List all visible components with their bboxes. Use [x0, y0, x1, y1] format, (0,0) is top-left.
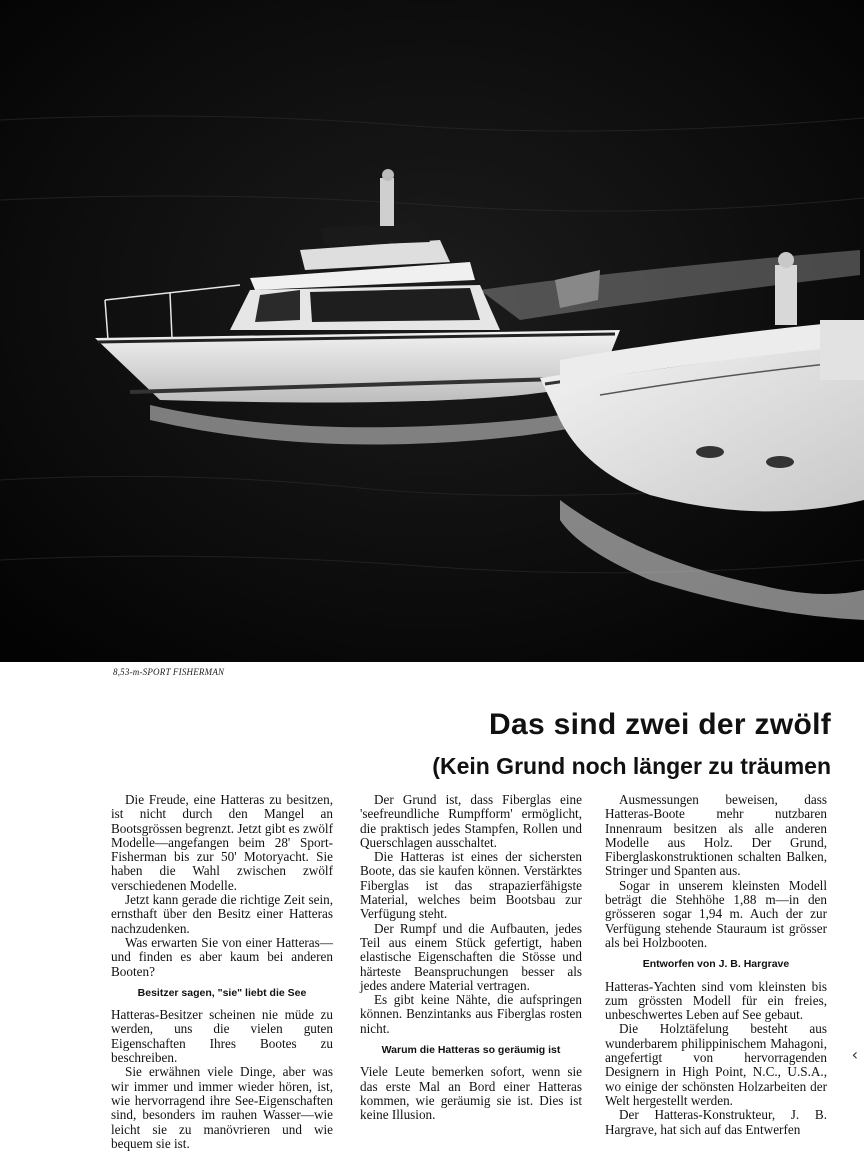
paragraph: Sogar in unserem kleinsten Modell beträgt die Stehhöhe 1,88 m—in den grösseren sogar 1,94 m. Auch der zur Verfügung stehende Stauraum ist grösser als bei Holzbooten.	[605, 877, 827, 950]
margin-mark-icon: ‹	[851, 1045, 858, 1064]
text-column-2	[360, 793, 582, 1123]
paragraph: Viele Leute bemerken sofort, wenn sie das erste Mal an Bord einer Hatteras kommen, wie geräumig sie ist. Dies ist keine Illusion.	[360, 1064, 582, 1123]
paragraph: Der Hatteras-Konstrukteur, J. B. Hargrave, hat sich auf das Entwerfen	[605, 1107, 827, 1137]
section-heading: Warum die Hatteras so geräumig ist	[381, 1044, 561, 1057]
paragraph: Ausmessungen beweisen, dass Hatteras-Boote mehr nutzbaren Innenraum besitzen als alle anderen Modelle aus Holz. Der Grund, Fiberglaskonstruktionen schalten Balken, Stringer und Spanten aus.	[605, 792, 827, 879]
paragraph: Hatteras-Besitzer scheinen nie müde zu werden, uns die vielen guten Eigenschaften Ihres Bootes zu beschreiben.	[111, 1007, 333, 1066]
text-column-1	[111, 793, 333, 1151]
paragraph: Was erwarten Sie von einer Hatteras—und finden es aber kaum bei anderen Booten?	[111, 934, 333, 979]
text-column-3	[605, 793, 827, 1137]
photo-caption: 8,53-m-SPORT FISHERMAN	[113, 667, 225, 677]
paragraph: Es gibt keine Nähte, die aufspringen können. Benzintanks aus Fiberglas rosten nicht.	[360, 992, 582, 1036]
paragraph: Die Freude, eine Hatteras zu besitzen, ist nicht durch den Mangel an Bootsgrössen begrenzt. Jetzt gibt es zwölf Modelle—angefangen beim 28' Sport-Fisherman bis zur 50' Motoryacht. Sie haben die Wahl zwischen zwölf verschiedenen Modelle.	[111, 792, 333, 893]
paragraph: Sie erwähnen viele Dinge, aber was wir immer und immer wieder hören, ist, wie hervorragend ihre See-Eigenschaften sind, besonders im rauhen Wasser—wie leicht sie zu manövrieren und wie bequem sie ist.	[111, 1064, 333, 1151]
headline: Das sind zwei der zwölf	[489, 708, 831, 741]
section-heading: Besitzer sagen, "sie" liebt die See	[137, 986, 307, 999]
paragraph: Die Hatteras ist eines der sichersten Boote, das sie kaufen können. Verstärktes Fiberglas ist das strapazierfähigste Material, welches beim Bootsbau zur Verfügung steht.	[360, 849, 582, 922]
paragraph: Jetzt kann gerade die richtige Zeit sein, ernsthaft über den Besitz einer Hatteras nachzudenken.	[111, 892, 333, 936]
section-heading: Entworfen von J. B. Hargrave	[642, 958, 790, 971]
paragraph: Die Holztäfelung besteht aus wunderbarem philippinischem Mahagoni, angefertigt von hervorragenden Designern in High Point, N.C., U.S.A., wo einige der schönsten Holzarbeiten der Welt hergestellt werden.	[605, 1021, 827, 1108]
paragraph: Hatteras-Yachten sind vom kleinsten bis zum grössten Modell für ein freies, unbeschwertes Leben auf See gebaut.	[605, 978, 827, 1023]
paragraph: Der Grund ist, dass Fiberglas eine 'seefreundliche Rumpfform' ermöglicht, die praktisch jedes Stampfen, Rollen und Querschlagen ausschaltet.	[360, 792, 582, 850]
subheadline: (Kein Grund noch länger zu träumen	[432, 753, 831, 779]
paragraph: Der Rumpf und die Aufbauten, jedes Teil aus einem Stück gefertigt, haben elastische Eigenschaften die Stösse und härteste Beanspruchungen besser als jedes andere Material vertragen.	[360, 920, 582, 993]
